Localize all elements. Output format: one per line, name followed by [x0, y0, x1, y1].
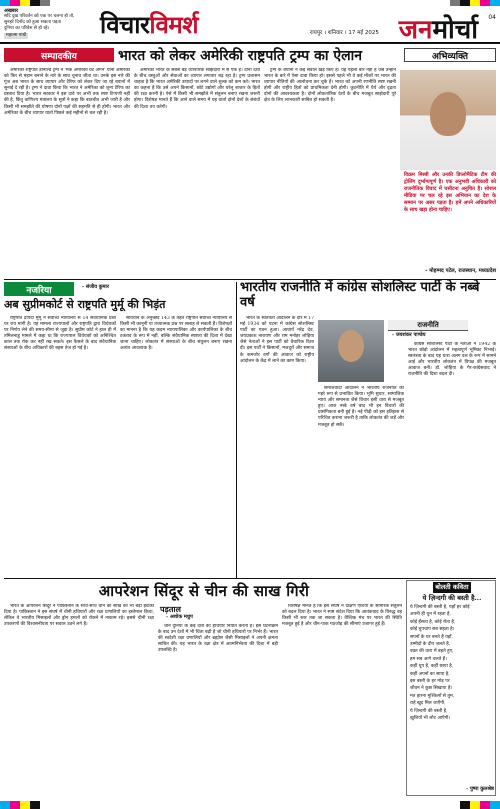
masthead-tag: अखबार	[4, 8, 19, 14]
nazariya-label: नजरिया	[4, 282, 74, 296]
poem-line: ये ज़िन्दगी की बस्ती है, यहाँ हर कोई	[410, 605, 470, 610]
nazariya-column-1	[4, 316, 116, 578]
padtal-column-1	[4, 604, 154, 796]
poem-line: वक़्त की धारा में बहते हुए,	[410, 649, 454, 655]
poem-line: अपनी ही धुन में रहता है,	[410, 612, 451, 618]
poem-line: हम सब आगे चलते हैं।	[410, 656, 447, 662]
rajniti-column-2	[318, 386, 404, 578]
poem-line: जीवन ने कुछ सिखाया है।	[410, 686, 453, 692]
masthead-quote-line: दुनिया का परिवेश से हो रहे।	[4, 25, 50, 31]
issue-date: रायपुर । शनिवार । 17 मई 2025	[310, 30, 379, 36]
editorial-text: ट्रम्प के बयानों ने कई सवाल खड़े किए हैं। यह पहली बार नहीं है जब उन्होंने भारत के बारे में ऐसा दावा किया हो। इससे पहले भी वे कई मौकों पर भारत की व्यापार नीतियों की आलोचना कर चुके हैं। भारत को अपनी रणनीति स्पष्ट रखनी होगी और राष्ट्रीय हितों को प्राथमिकता देनी होगी। कूटनीति में धैर्य और दृढ़ता दोनों की आवश्यकता है। दोनों लोकतांत्रिक देशों के बीच मजबूत साझेदारी पूरे क्षेत्र के लिए लाभकारी साबित हो सकती है।	[264, 68, 396, 104]
poem-line: इस बस्ती के हर मोड़ पर	[410, 679, 450, 685]
section-title-part1: विचार	[100, 11, 150, 39]
poem-header	[410, 582, 494, 603]
editorial-column-3	[264, 68, 396, 278]
masthead-quote-author: महात्मा गांधी	[6, 33, 27, 39]
column-divider	[236, 282, 237, 578]
author-photo	[318, 320, 384, 382]
padtal-column-3	[282, 604, 402, 796]
poem-subtitle: ये ज़िन्दगी की बस्ती है...	[422, 594, 482, 602]
poem-label: बोलती कविता	[435, 583, 469, 591]
brand-part2: मोर्चा	[432, 15, 478, 45]
newspaper-brand	[399, 10, 478, 46]
poem-line: कहीं धूप है, कहीं छाया है,	[410, 664, 454, 670]
section-divider	[4, 578, 496, 579]
nazariya-text: राष्ट्रपति द्रौपदी मुर्मू ने सर्वोच्च न्यायालय से 14 संवैधानिक प्रश्नों पर राय मांगी है। यह मामला राज्यपालों और राष्ट्रपति द्वारा विधेयकों पर निर्णय लेने की समय-सीमा से जुड़ा है। सुप्रीम कोर्ट ने हाल ही में तमिलनाडु मामले में कहा था कि राज्यपाल विधेयकों को अनिश्चित काल तक रोक कर नहीं रख सकते। इस फैसले के बाद संवैधानिक संस्थाओं के बीच अधिकारों की बहस तेज हो गई है।	[4, 316, 116, 352]
padtal-text: भारत के आपरेशन सिंदूर ने पाकिस्तान के साथ-साथ चीन की साख को भी बड़ा झटका दिया है। पाकिस्तान ने इस संघर्ष में चीनी हथियारों और रक्षा प्रणालियों का इस्तेमाल किया, लेकिन वे भारतीय मिसाइलों और ड्रोन हमलों को रोकने में नाकाम रहे। इससे चीनी रक्षा उपकरणों की विश्वसनीयता पर सवाल उठने लगे हैं।	[4, 604, 154, 628]
editorial-label: सम्पादकीय	[4, 48, 114, 62]
padtal-label: पड़ताल	[160, 604, 181, 614]
rajniti-text: समाजवादी आंदोलन ने भारतीय राजनीति को गहरे रूप से प्रभावित किया। भूमि सुधार, सामाजिक न्याय और समानता जैसे विचार इसी धारा से मजबूत हुए। आज नब्बे वर्ष बाद भी इन विचारों की प्रासंगिकता बनी हुई है। नई पीढ़ी को इस इतिहास से परिचित कराना जरूरी है ताकि लोकतंत्र की जड़ें और मजबूत हो सकें।	[318, 386, 404, 428]
editorial-text: अमेरिकी राष्ट्रपति डोनाल्ड ट्रम्प ने 'मेक अमेरिका ग्रेट अगेन' यानी अमेरिका को फिर से महान बनाने के नारे के साथ चुनाव जीता था। उनके इस नारे की गूंज अब भारत के साथ व्यापार और टैरिफ को लेकर दिए जा रहे बयानों में सुनाई दे रही है। ट्रम्प ने दावा किया कि भारत ने अमेरिका को शून्य टैरिफ का प्रस्ताव दिया है। भारत सरकार ने इस दावे पर अभी तक स्पष्ट टिप्पणी नहीं की है, किंतु वाणिज्य मंत्रालय के सूत्रों ने कहा कि बातचीत अभी जारी है और किसी भी समझौते की घोषणा दोनों पक्षों की सहमति से ही होगी। भारत और अमेरिका के बीच व्यापार वार्ता पिछले कई महीनों से चल रही है।	[4, 68, 130, 116]
editorial-headline: भारत को लेकर अमेरिकी राष्ट्रपति ट्रम्प का ऐलान	[118, 47, 363, 64]
poem-line: मत हारना मुश्किलों से तुम,	[410, 693, 455, 699]
padtal-column-2	[158, 624, 278, 796]
poem-body	[410, 604, 494, 723]
section-title-part2: विमर्श	[149, 11, 199, 39]
rajniti-column-1	[240, 316, 314, 578]
poem-line: कोई चुपचाप सब सहता है।	[410, 627, 455, 633]
abhivyakti-quote: विक्रम मिस्त्री और उनकी डिप्लोमैटिक टीम की ट्रोलिंग दुर्भाग्यपूर्ण है। एक अनुभवी अधिकारी को राजनीतिक विवाद में घसीटना अनुचित है। सोशल मीडिया पर चल रहे इस अभियान का देश के सम्मान पर असर पड़ता है। हमें अपने अधिकारियों के साथ खड़ा होना चाहिए।	[404, 172, 496, 213]
poem-line: ये ज़िन्दगी की बस्ती है,	[410, 708, 448, 714]
rajniti-headline: भारतीय राजनीति में कांग्रेस सोशलिस्ट पार्टी के नब्बे वर्ष	[240, 280, 480, 310]
poem-line: कहीं अपनों का साया है,	[410, 671, 450, 677]
editorial-column-1	[4, 68, 130, 278]
section-title	[100, 8, 198, 41]
page-number: 04	[488, 14, 496, 21]
nazariya-headline: अब सुप्रीमकोर्ट से राष्ट्रपति मुर्मू की भिड़ंत	[4, 298, 166, 311]
rajniti-column-3	[408, 342, 496, 578]
masthead	[0, 6, 500, 44]
masthead-quote	[4, 8, 96, 39]
rajniti-text: कांग्रेस सोशलिस्ट पार्टी के नेताओं ने 1942 के भारत छोड़ो आंदोलन में महत्वपूर्ण भूमिका निभाई। स्वतंत्रता के बाद यह धारा अलग दल के रूप में सामने आई और भारतीय लोकतंत्र में विपक्ष की मजबूत आवाज बनी। डॉ. लोहिया के गैर-कांग्रेसवाद ने राजनीति की दिशा बदल दी।	[408, 342, 496, 378]
poem-line: सपनों के घर बनते हैं यहाँ,	[410, 634, 453, 640]
brand-part1: जन	[398, 15, 433, 45]
registration-marks-bottom	[0, 801, 500, 809]
abhivyakti-author: - मोहम्मद पटेल, राजस्थान, मध्यप्रदेश	[425, 268, 496, 274]
nazariya-author: - संजीव कुमार	[82, 284, 109, 290]
nazariya-text: संविधान के अनुच्छेद 143 के तहत राष्ट्रपति सर्वोच्च न्यायालय से किसी भी कानूनी या तथ्यात्मक प्रश्न पर सलाह ले सकती हैं। विशेषज्ञों का मानना है कि यह कदम न्यायपालिका और कार्यपालिका के बीच टकराव के रूप में नहीं, बल्कि संवैधानिक स्पष्टता की दिशा में देखा जाना चाहिए। लोकतंत्र में संस्थाओं के बीच संतुलन बनाए रखना अत्यंत आवश्यक है।	[120, 316, 232, 352]
poem-line: राहें खुद मिल जाएँगी,	[410, 701, 446, 707]
padtal-author: - अशोक मधुप	[166, 614, 193, 620]
poem-author: - पुष्पा कुलश्रेष्ठ	[466, 786, 494, 792]
editorial-column-2	[134, 68, 260, 278]
poem-line: खुशियाँ भी लौट आएँगी।	[410, 716, 451, 722]
poem-line: कोई हँसता है, कोई रोता है,	[410, 619, 456, 625]
rajniti-author: - जयशंकर पाण्डेय	[392, 332, 426, 338]
abhivyakti-label: अभिव्यक्ति	[404, 48, 496, 62]
padtal-text: चीन दुनिया के कई देशों को हथियार निर्यात करता है। इस घटनाक्रम के बाद उन देशों में भी चिंता बढ़ी है जो चीनी हथियारों पर निर्भर हैं। भारत की स्वदेशी रक्षा प्रणालियों और ब्रह्मोस जैसी मिसाइलों ने अपनी क्षमता साबित की। यह भारत के रक्षा क्षेत्र में आत्मनिर्भरता की दिशा में बड़ी उपलब्धि है।	[158, 624, 278, 654]
padtal-text: विशेषज्ञ मानते हैं कि इस संघर्ष ने दक्षिण एशिया के सामरिक संतुलन को बदल दिया है। भारत ने स्पष्ट संदेश दिया कि आतंकवाद के विरुद्ध वह किसी भी स्तर तक जा सकता है। वैश्विक मंच पर भारत की स्थिति मजबूत हुई है और चीन-पाक गठजोड़ की सीमाएं उजागर हुई हैं।	[282, 604, 402, 628]
masthead-quote-line: सुनहरे दिनोंद को हुआ सकता पड़ता	[4, 19, 62, 25]
nazariya-column-2	[120, 316, 232, 578]
poem-line: उम्मीदों के दीप जलते हैं,	[410, 642, 451, 648]
rajniti-label: राजनीति	[388, 320, 468, 331]
padtal-headline: आपरेशन सिंदूर से चीन की साख गिरी	[98, 582, 310, 600]
portrait-photo	[400, 70, 496, 170]
rajniti-text: भारत के स्वतंत्रता आंदोलन के दौर में 17 मई 1934 को पटना में कांग्रेस सोशलिस्ट पार्टी का गठन हुआ। आचार्य नरेंद्र देव, जयप्रकाश नारायण और राम मनोहर लोहिया जैसे नेताओं ने इस पार्टी को वैचारिक दिशा दी। इस पार्टी ने किसानों, मजदूरों और समाज के कमजोर वर्गों की आवाज को राष्ट्रीय आंदोलन के केंद्र में लाने का काम किया।	[240, 316, 314, 364]
editorial-text: अमेरिका भारत के सबसे बड़े व्यापारिक साझेदारों में से एक है। दोनों देशों के बीच वस्तुओं और सेवाओं का व्यापार लगातार बढ़ रहा है। ट्रम्प प्रशासन चाहता है कि भारत अमेरिकी उत्पादों पर लगने वाले शुल्क को कम करे। भारत का कहना है कि उसे अपने किसानों, छोटे उद्योगों और घरेलू बाजार के हितों की रक्षा करनी है। ऐसे में किसी भी समझौते में संतुलन बनाए रखना जरूरी होगा। विशेषज्ञ मानते हैं कि आने वाले समय में यह वार्ता दोनों देशों के संबंधों की दिशा तय करेगी।	[134, 68, 260, 110]
masthead-quote-line: सदि दुख परिवर्तन को एक पर चलना हो तो,	[4, 14, 75, 20]
